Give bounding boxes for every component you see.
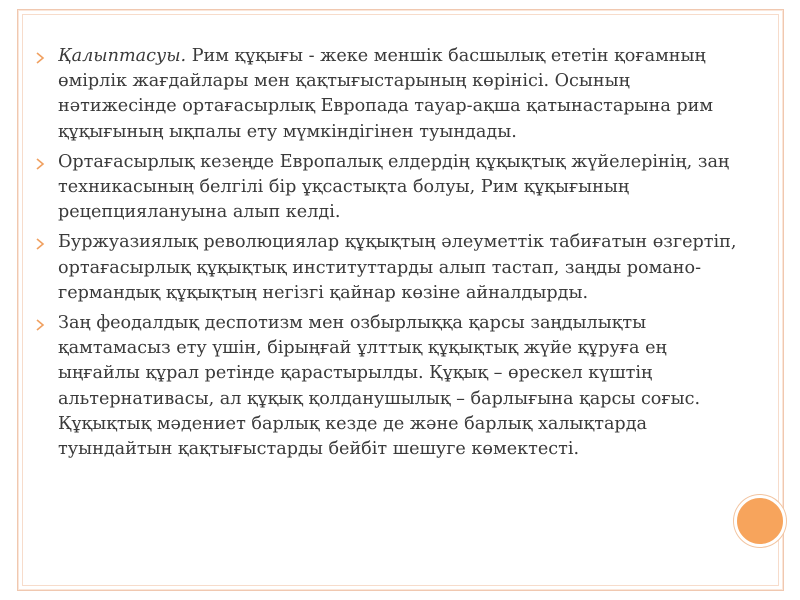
paragraph-lead: Қалыптасуы. bbox=[58, 46, 187, 66]
slide-content bbox=[34, 44, 740, 467]
paragraph-formation bbox=[34, 44, 740, 145]
paragraph-medieval bbox=[34, 150, 740, 226]
paragraph-text: Буржуазиялық революциялар құқықтың әлеуметтік табиғатын өзгертіп, ортағасырлық құқықтық институттарды алып тастап, заңды романо-германдық құқықтың негізгі қайнар көзіне айналдырды. bbox=[58, 232, 737, 303]
chevron-bullet-icon bbox=[34, 238, 46, 250]
chevron-bullet-icon bbox=[34, 52, 46, 64]
paragraph-law-system bbox=[34, 311, 740, 462]
paragraph-revolutions bbox=[34, 230, 740, 306]
paragraph-text: Заң феодалдық деспотизм мен озбырлыққа қарсы заңдылықты қамтамасыз ету үшін, бірыңғай ұлттық құқықтық жүйе құруға ең ыңғайлы құрал ретінде қарастырылды. Құқық – өрескел күштің альтернативасы, ал құқық қолданушылық – барлығына қарсы соғыс. Құқықтық мәдениет барлық кезде де және барлық халықтарда туындайтын қақтығыстарды бейбіт шешуге көмектесті. bbox=[58, 313, 701, 460]
paragraph-text: Ортағасырлық кезеңде Европалық елдердің құқықтық жүйелерінің, заң техникасының белгілі бір ұқсастықта болуы, Рим құқығының рецепциялануына алып келді. bbox=[58, 151, 730, 223]
paragraph-text: Рим құқығы - жеке меншік басшылық ететін қоғамның өмірлік жағдайлары мен қақтығыстарының көрінісі. Осының нәтижесінде ортағасырлық Европада тауар-ақша қатынастарына рим құқығының ықпалы ету мүмкіндігінен туындады. bbox=[58, 46, 714, 142]
chevron-bullet-icon bbox=[34, 158, 46, 170]
chevron-bullet-icon bbox=[34, 319, 46, 331]
orange-circle-decoration bbox=[734, 495, 786, 547]
